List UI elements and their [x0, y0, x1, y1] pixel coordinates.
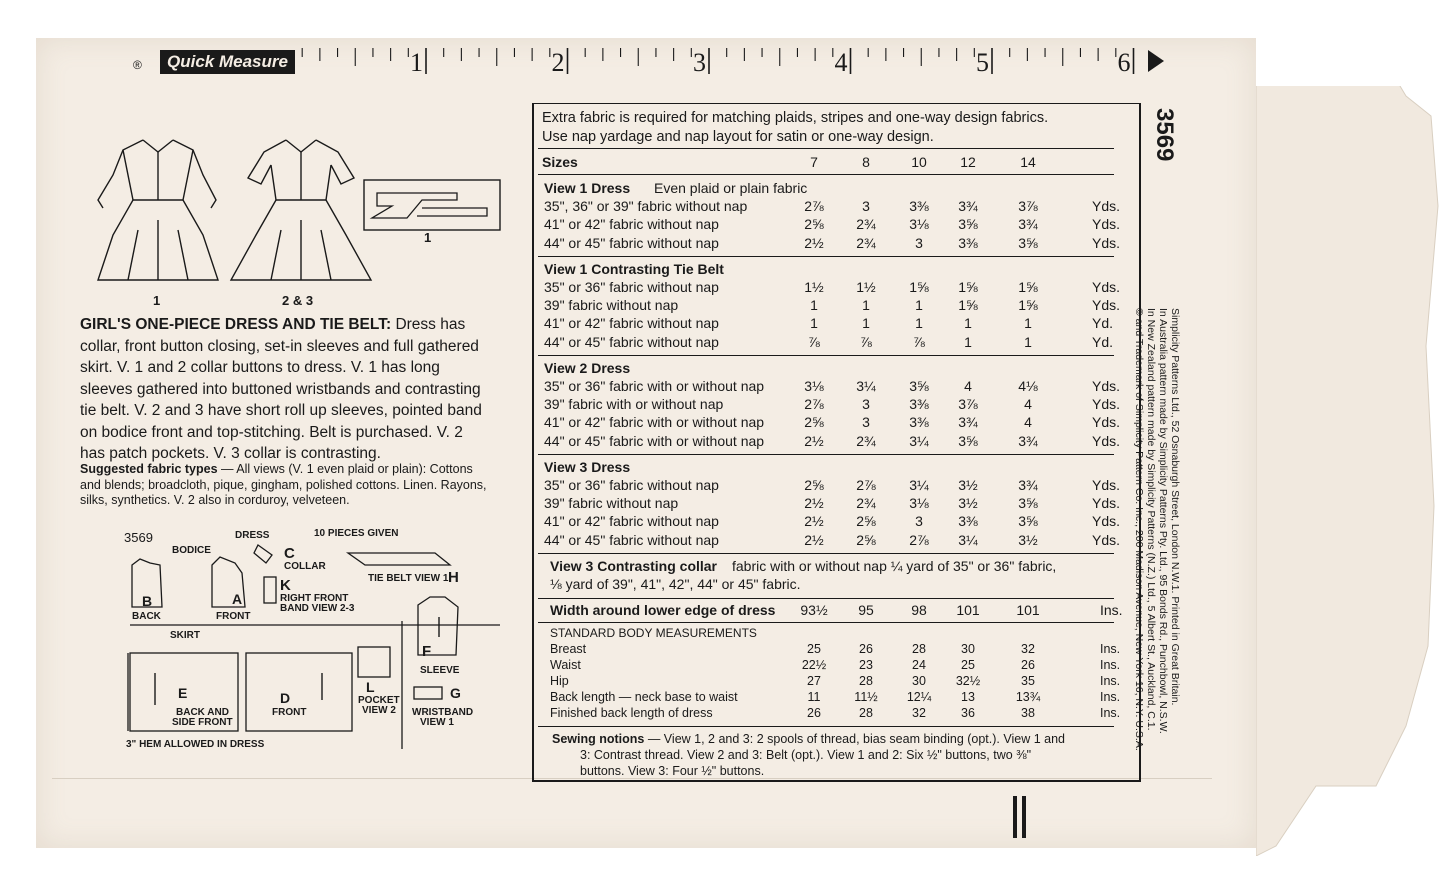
collar-letter: C: [284, 545, 295, 562]
ruler-number: 1: [410, 48, 423, 77]
yardage-value: 3: [915, 513, 923, 530]
front-label: FRONT: [216, 611, 251, 622]
pattern-description: [80, 314, 490, 465]
pieces-given-label: 10 PIECES GIVEN: [314, 528, 399, 539]
yardage-value: 2½: [804, 234, 824, 251]
yardage-value: 3⅜: [909, 414, 929, 431]
sewing-notions-line-1: [552, 732, 1065, 746]
table-intro-line-1: Extra fabric is required for matching plaids, stripes and one-way design fabrics.: [542, 110, 1049, 126]
table-divider: [538, 355, 1114, 356]
table-divider: [538, 622, 1114, 623]
body-measurement-label: Finished back length of dress: [550, 706, 713, 721]
side-pattern-number: 3569: [1151, 108, 1178, 162]
yardage-value: 4: [1024, 414, 1032, 431]
band-letter: K: [280, 577, 291, 594]
yardage-value: 2⅞: [804, 396, 824, 413]
view23-dress-illustration: [226, 130, 376, 290]
yardage-value: ⅞: [808, 333, 820, 350]
yardage-unit: Yds.: [1092, 513, 1121, 530]
table-divider: [538, 256, 1114, 257]
yardage-value: 3¾: [1018, 432, 1038, 449]
yardage-value: 2⅝: [804, 216, 824, 233]
yardage-value: 3¼: [909, 477, 929, 493]
registered-mark: ®: [133, 58, 142, 72]
pocket-label: POCKET: [358, 695, 400, 706]
yardage-value: 3⅜: [909, 198, 929, 215]
ruler-number: 6: [1117, 48, 1131, 77]
body-measurement-value: 22½: [801, 658, 827, 673]
yardage-value: ⅞: [913, 333, 925, 350]
yardage-value: ⅞: [860, 333, 872, 350]
yardage-value: 3⅜: [958, 513, 978, 530]
table-divider: [538, 454, 1114, 455]
yardage-row-label: 35" or 36" fabric without nap: [544, 279, 719, 295]
body-measurement-label: Hip: [550, 674, 569, 689]
yardage-value: 3⅜: [958, 234, 978, 251]
sewing-notions-text-1: — View 1, 2 and 3: 2 spools of thread, bias seam binding (opt.). View 1 and: [644, 732, 1065, 747]
collar-label: COLLAR: [284, 561, 326, 572]
table-divider: [538, 726, 1114, 727]
bodice-label: BODICE: [172, 545, 211, 556]
body-measurement-value: 28: [859, 706, 873, 721]
pieces-pattern-number: 3569: [124, 530, 153, 545]
body-measurement-value: 25: [961, 658, 975, 673]
yardage-value: 2¾: [856, 495, 876, 512]
body-measurement-unit: Ins.: [1100, 658, 1121, 673]
yardage-value: 4: [964, 378, 972, 394]
cut-mark-1: [1013, 796, 1017, 838]
yardage-value: 2⅞: [804, 198, 824, 215]
body-measurement-label: Breast: [550, 642, 587, 657]
yardage-value: 1: [810, 315, 818, 332]
yardage-value: 1: [862, 315, 870, 332]
yardage-value: 2¾: [856, 234, 876, 251]
view1-dress-illustration: [88, 130, 228, 290]
publisher-line: In Australia pattern made by Simplicity Patterns Pty. Ltd., 95 Bonds Rd., Punchbowl, N.S.W.: [1157, 308, 1169, 734]
body-measurement-value: 11: [807, 690, 821, 705]
yardage-row-label: 41" or 42" fabric without nap: [544, 315, 719, 332]
yardage-value: 2⅝: [856, 513, 876, 530]
width-value: 101: [956, 602, 980, 619]
skirt-back-label-2: SIDE FRONT: [172, 717, 233, 728]
yardage-value: 2⅞: [909, 531, 929, 548]
body-measurement-value: 26: [1021, 658, 1035, 673]
yardage-unit: Yds.: [1092, 531, 1121, 548]
wristband-label: WRISTBAND: [412, 707, 474, 718]
yardage-value: 3⅜: [909, 396, 929, 413]
width-value: 98: [911, 602, 927, 619]
width-label: Width around lower edge of dress: [550, 602, 776, 619]
yardage-unit: Yds.: [1092, 477, 1121, 493]
yardage-value: 3¾: [958, 198, 978, 215]
body-measurement-value: 26: [807, 706, 821, 721]
back-letter: B: [142, 593, 153, 609]
publisher-line: In New Zealand pattern made by Simplicity Patterns (N.Z.) Ltd., 5 Albert St., Auckland, C.1.: [1145, 308, 1157, 731]
yardage-unit: Yds.: [1092, 495, 1121, 512]
skirt-front-letter: D: [280, 690, 291, 706]
yardage-value: 1⅝: [1018, 279, 1038, 295]
yardage-value: 1: [1024, 333, 1032, 350]
yardage-value: 1: [915, 315, 923, 332]
sleeve-letter: F: [422, 643, 432, 660]
pocket-letter: L: [366, 679, 375, 695]
section-heading: View 2 Dress: [544, 359, 631, 376]
ruler-number: 5: [976, 48, 989, 77]
yardage-value: 3¼: [909, 432, 929, 449]
body-measurement-value: 32: [1021, 642, 1035, 657]
front-letter: A: [232, 591, 243, 607]
yardage-value: 3¾: [1018, 477, 1038, 493]
skirt-back-letter: E: [178, 685, 188, 701]
fabric-types-title: Suggested fabric types: [80, 462, 218, 476]
body-measurement-value: 12¼: [906, 690, 932, 705]
yardage-value: 3¼: [856, 378, 876, 394]
sewing-notions-line-3: buttons. View 3: Four ½" buttons.: [580, 764, 765, 779]
yardage-row-label: 41" or 42" fabric without nap: [544, 216, 719, 233]
yardage-value: 4: [1024, 396, 1032, 413]
yardage-value: 2¾: [856, 432, 876, 449]
tie-belt-illustration: [362, 178, 502, 238]
yardage-row-label: 35" or 36" fabric without nap: [544, 477, 719, 493]
yardage-value: 2⅝: [856, 531, 876, 548]
table-divider: [538, 174, 1114, 175]
body-measurement-value: 13: [961, 690, 975, 705]
yardage-row-label: 41" or 42" fabric without nap: [544, 513, 719, 530]
yardage-value: 3⅝: [1018, 495, 1038, 512]
yardage-unit: Yds.: [1092, 378, 1121, 394]
yardage-unit: Yd.: [1092, 315, 1114, 332]
body-measurement-unit: Ins.: [1100, 642, 1121, 657]
dress-label: DRESS: [235, 530, 270, 541]
yardage-value: 1⅝: [1018, 297, 1038, 314]
description-title: GIRL'S ONE-PIECE DRESS AND TIE BELT:: [80, 316, 392, 333]
tie-belt-label: TIE BELT VIEW 1: [368, 573, 449, 584]
body-measurement-value: 30: [961, 642, 975, 657]
yardage-value: 3: [862, 396, 870, 413]
collar-text-1: fabric with or without nap ¼ yard of 35" or 36" fabric,: [732, 557, 1057, 574]
yardage-row-label: 41" or 42" fabric with or without nap: [544, 414, 765, 431]
yardage-value: 3¼: [958, 531, 978, 548]
yardage-value: 1: [862, 297, 870, 314]
belt-caption: 1: [424, 230, 432, 245]
ruler-number: 2: [551, 48, 565, 77]
yardage-row-label: 44" or 45" fabric without nap: [544, 531, 719, 548]
yardage-unit: Yds.: [1092, 216, 1121, 233]
section-heading: View 1 Dress: [544, 180, 631, 196]
yardage-value: 3⅝: [909, 378, 929, 394]
yardage-unit: Yds.: [1092, 297, 1121, 314]
ruler-arrow-icon: [1148, 50, 1164, 72]
yardage-row-label: 39" fabric with or without nap: [544, 396, 724, 413]
body-measurement-value: 36: [961, 706, 975, 721]
yardage-unit: Yds.: [1092, 279, 1121, 295]
table-divider: [538, 598, 1114, 599]
body-measurement-value: 24: [912, 658, 926, 673]
collar-text-2: ⅛ yard of 39", 41", 42", 44" or 45" fabric.: [550, 576, 801, 592]
back-label: BACK: [132, 611, 161, 622]
quick-measure-label: Quick Measure: [160, 50, 295, 74]
yardage-value: 3½: [958, 495, 978, 512]
yardage-unit: Yd.: [1092, 333, 1114, 350]
yardage-value: 3⅝: [958, 432, 978, 449]
yardage-value: 2⅝: [804, 477, 824, 493]
yardage-row-label: 44" or 45" fabric with or without nap: [544, 432, 765, 449]
sewing-notions-title: Sewing notions: [552, 732, 645, 747]
size-header: 12: [960, 154, 976, 170]
wristband-letter: G: [450, 685, 461, 701]
table-divider: [538, 553, 1114, 554]
yardage-value: 3⅛: [909, 495, 929, 512]
body-measurement-unit: Ins.: [1100, 706, 1121, 721]
yardage-table: [532, 103, 1141, 782]
skirt-back-label: BACK AND: [176, 707, 229, 718]
yardage-row-label: 35" or 36" fabric with or without nap: [544, 378, 765, 394]
torn-flap: [1256, 86, 1445, 856]
table-divider: [538, 148, 1114, 149]
skirt-label: SKIRT: [170, 630, 200, 641]
collar-heading: View 3 Contrasting collar: [550, 557, 718, 574]
width-value: 93½: [800, 602, 828, 619]
tie-belt-letter: H: [448, 569, 459, 586]
body-measurement-value: 23: [859, 658, 873, 673]
view23-caption: 2 & 3: [282, 293, 314, 308]
yardage-value: 3⅛: [804, 378, 824, 394]
yardage-unit: Yds.: [1092, 198, 1121, 215]
section-heading: View 3 Dress: [544, 458, 631, 475]
fabric-types: [80, 462, 492, 509]
body-measurement-unit: Ins.: [1100, 674, 1121, 689]
yardage-row-label: 44" or 45" fabric without nap: [544, 333, 719, 350]
yardage-row-label: 39" fabric without nap: [544, 495, 679, 512]
sleeve-label: SLEEVE: [420, 665, 460, 676]
yardage-value: 2⅞: [856, 477, 876, 493]
fabric-types-body: — All views (V. 1 even plaid or plain): Cottons and blends; broadcloth, pique, gingham, polished cottons. Linen. Rayons, silks, synthetics. V. 2 also in corduroy, velveteen.: [80, 462, 487, 507]
yardage-value: 3⅝: [958, 216, 978, 233]
ruler-number: 3: [693, 48, 706, 77]
view1-caption: 1: [153, 293, 161, 308]
body-measurement-value: 13¾: [1015, 690, 1041, 705]
cut-mark-2: [1022, 796, 1026, 838]
yardage-value: 3⅞: [958, 396, 978, 413]
yardage-unit: Yds.: [1092, 432, 1121, 449]
yardage-value: 3¾: [1018, 216, 1038, 233]
sewing-notions-line-2: 3: Contrast thread. View 2 and 3: Belt (opt.). View 1 and 2: Six ½" buttons, two ⅜": [580, 748, 1032, 763]
publisher-line: Simplicity Patterns Ltd., 52 Osnaburgh Street, London N.W.1. Printed in Great Britain.: [1169, 308, 1181, 706]
body-measurements-heading: STANDARD BODY MEASUREMENTS: [550, 626, 757, 641]
yardage-value: 1: [810, 297, 818, 314]
pocket-label-2: VIEW 2: [362, 705, 396, 716]
yardage-value: 3⅝: [1018, 234, 1038, 251]
band-label-2: BAND VIEW 2-3: [280, 603, 355, 614]
yardage-value: 3⅝: [1018, 513, 1038, 530]
table-intro-line-2: Use nap yardage and nap layout for satin or one-way design.: [542, 129, 934, 145]
body-measurement-value: 38: [1021, 706, 1035, 721]
yardage-value: 3: [915, 234, 923, 251]
yardage-row-label: 39" fabric without nap: [544, 297, 679, 314]
yardage-value: 1½: [804, 279, 824, 295]
yardage-value: 2½: [804, 513, 824, 530]
body-measurement-value: 32: [912, 706, 926, 721]
yardage-value: 2½: [804, 432, 824, 449]
size-header: 10: [911, 154, 927, 170]
sizes-label: Sizes: [542, 154, 578, 170]
body-measurement-value: 11½: [854, 690, 878, 705]
body-measurement-value: 30: [912, 674, 926, 689]
yardage-value: 1⅝: [958, 297, 978, 314]
yardage-value: 3⅛: [909, 216, 929, 233]
yardage-value: 2¾: [856, 216, 876, 233]
body-measurement-value: 27: [807, 674, 821, 689]
yardage-value: 3½: [1018, 531, 1038, 548]
yardage-value: 1½: [856, 279, 876, 295]
yardage-value: 3⅞: [1018, 198, 1038, 215]
skirt-front-label: FRONT: [272, 707, 307, 718]
yardage-value: 2½: [804, 531, 824, 548]
yardage-unit: Yds.: [1092, 414, 1121, 431]
size-header: 8: [862, 154, 870, 170]
body-measurement-label: Waist: [550, 658, 581, 673]
yardage-value: 1: [1024, 315, 1032, 332]
yardage-value: 3: [862, 198, 870, 215]
yardage-value: 1⅝: [909, 279, 929, 295]
section-subheading: Even plaid or plain fabric: [654, 180, 808, 196]
width-value: 101: [1016, 602, 1040, 619]
hem-note: 3" HEM ALLOWED IN DRESS: [126, 739, 265, 750]
yardage-unit: Yds.: [1092, 396, 1121, 413]
yardage-value: 2½: [804, 495, 824, 512]
body-measurement-value: 28: [859, 674, 873, 689]
yardage-value: 3¾: [958, 414, 978, 431]
yardage-value: 4⅛: [1018, 378, 1038, 394]
yardage-row-label: 44" or 45" fabric without nap: [544, 234, 719, 251]
width-unit: Ins.: [1100, 602, 1123, 619]
yardage-value: 3: [862, 414, 870, 431]
body-measurement-value: 28: [912, 642, 926, 657]
yardage-value: 1: [964, 315, 972, 332]
yardage-unit: Yds.: [1092, 234, 1121, 251]
yardage-value: 3½: [958, 477, 978, 493]
yardage-value: 1: [964, 333, 972, 350]
body-measurement-value: 25: [807, 642, 821, 657]
publisher-line: © and Trademark of Simplicity Pattern Co. Inc., 200 Madison Avenue, New York 16, N.Y. U.S.A.: [1133, 308, 1145, 751]
body-measurement-unit: Ins.: [1100, 690, 1121, 705]
body-measurement-value: 35: [1021, 674, 1035, 689]
body-measurement-label: Back length — neck base to waist: [550, 690, 738, 705]
body-measurement-value: 32½: [955, 674, 981, 689]
description-body: Dress has collar, front button closing, set-in sleeves and full gathered skirt. V. 1 and 2 collar buttons to dress. V. 1 has long sleeves gathered into buttoned wristbands and contrasting tie belt. V. 2 and 3 have short roll up sleeves, pointed band on bodice front and top-stitching. Belt is purchased. V. 2 has patch pockets. V. 3 collar is contrasting.: [80, 316, 482, 462]
size-header: 7: [810, 154, 818, 170]
ruler-number: 4: [834, 48, 848, 77]
yardage-value: 1⅝: [958, 279, 978, 295]
wristband-label-2: VIEW 1: [420, 717, 454, 728]
band-label: RIGHT FRONT: [280, 593, 349, 604]
section-heading: View 1 Contrasting Tie Belt: [544, 260, 724, 277]
yardage-value: 1: [915, 297, 923, 314]
width-value: 95: [858, 602, 874, 619]
yardage-value: 2⅝: [804, 414, 824, 431]
body-measurement-value: 26: [859, 642, 873, 657]
yardage-row-label: 35", 36" or 39" fabric without nap: [544, 198, 748, 215]
pattern-pieces-diagram: [100, 525, 500, 755]
size-header: 14: [1020, 154, 1036, 170]
